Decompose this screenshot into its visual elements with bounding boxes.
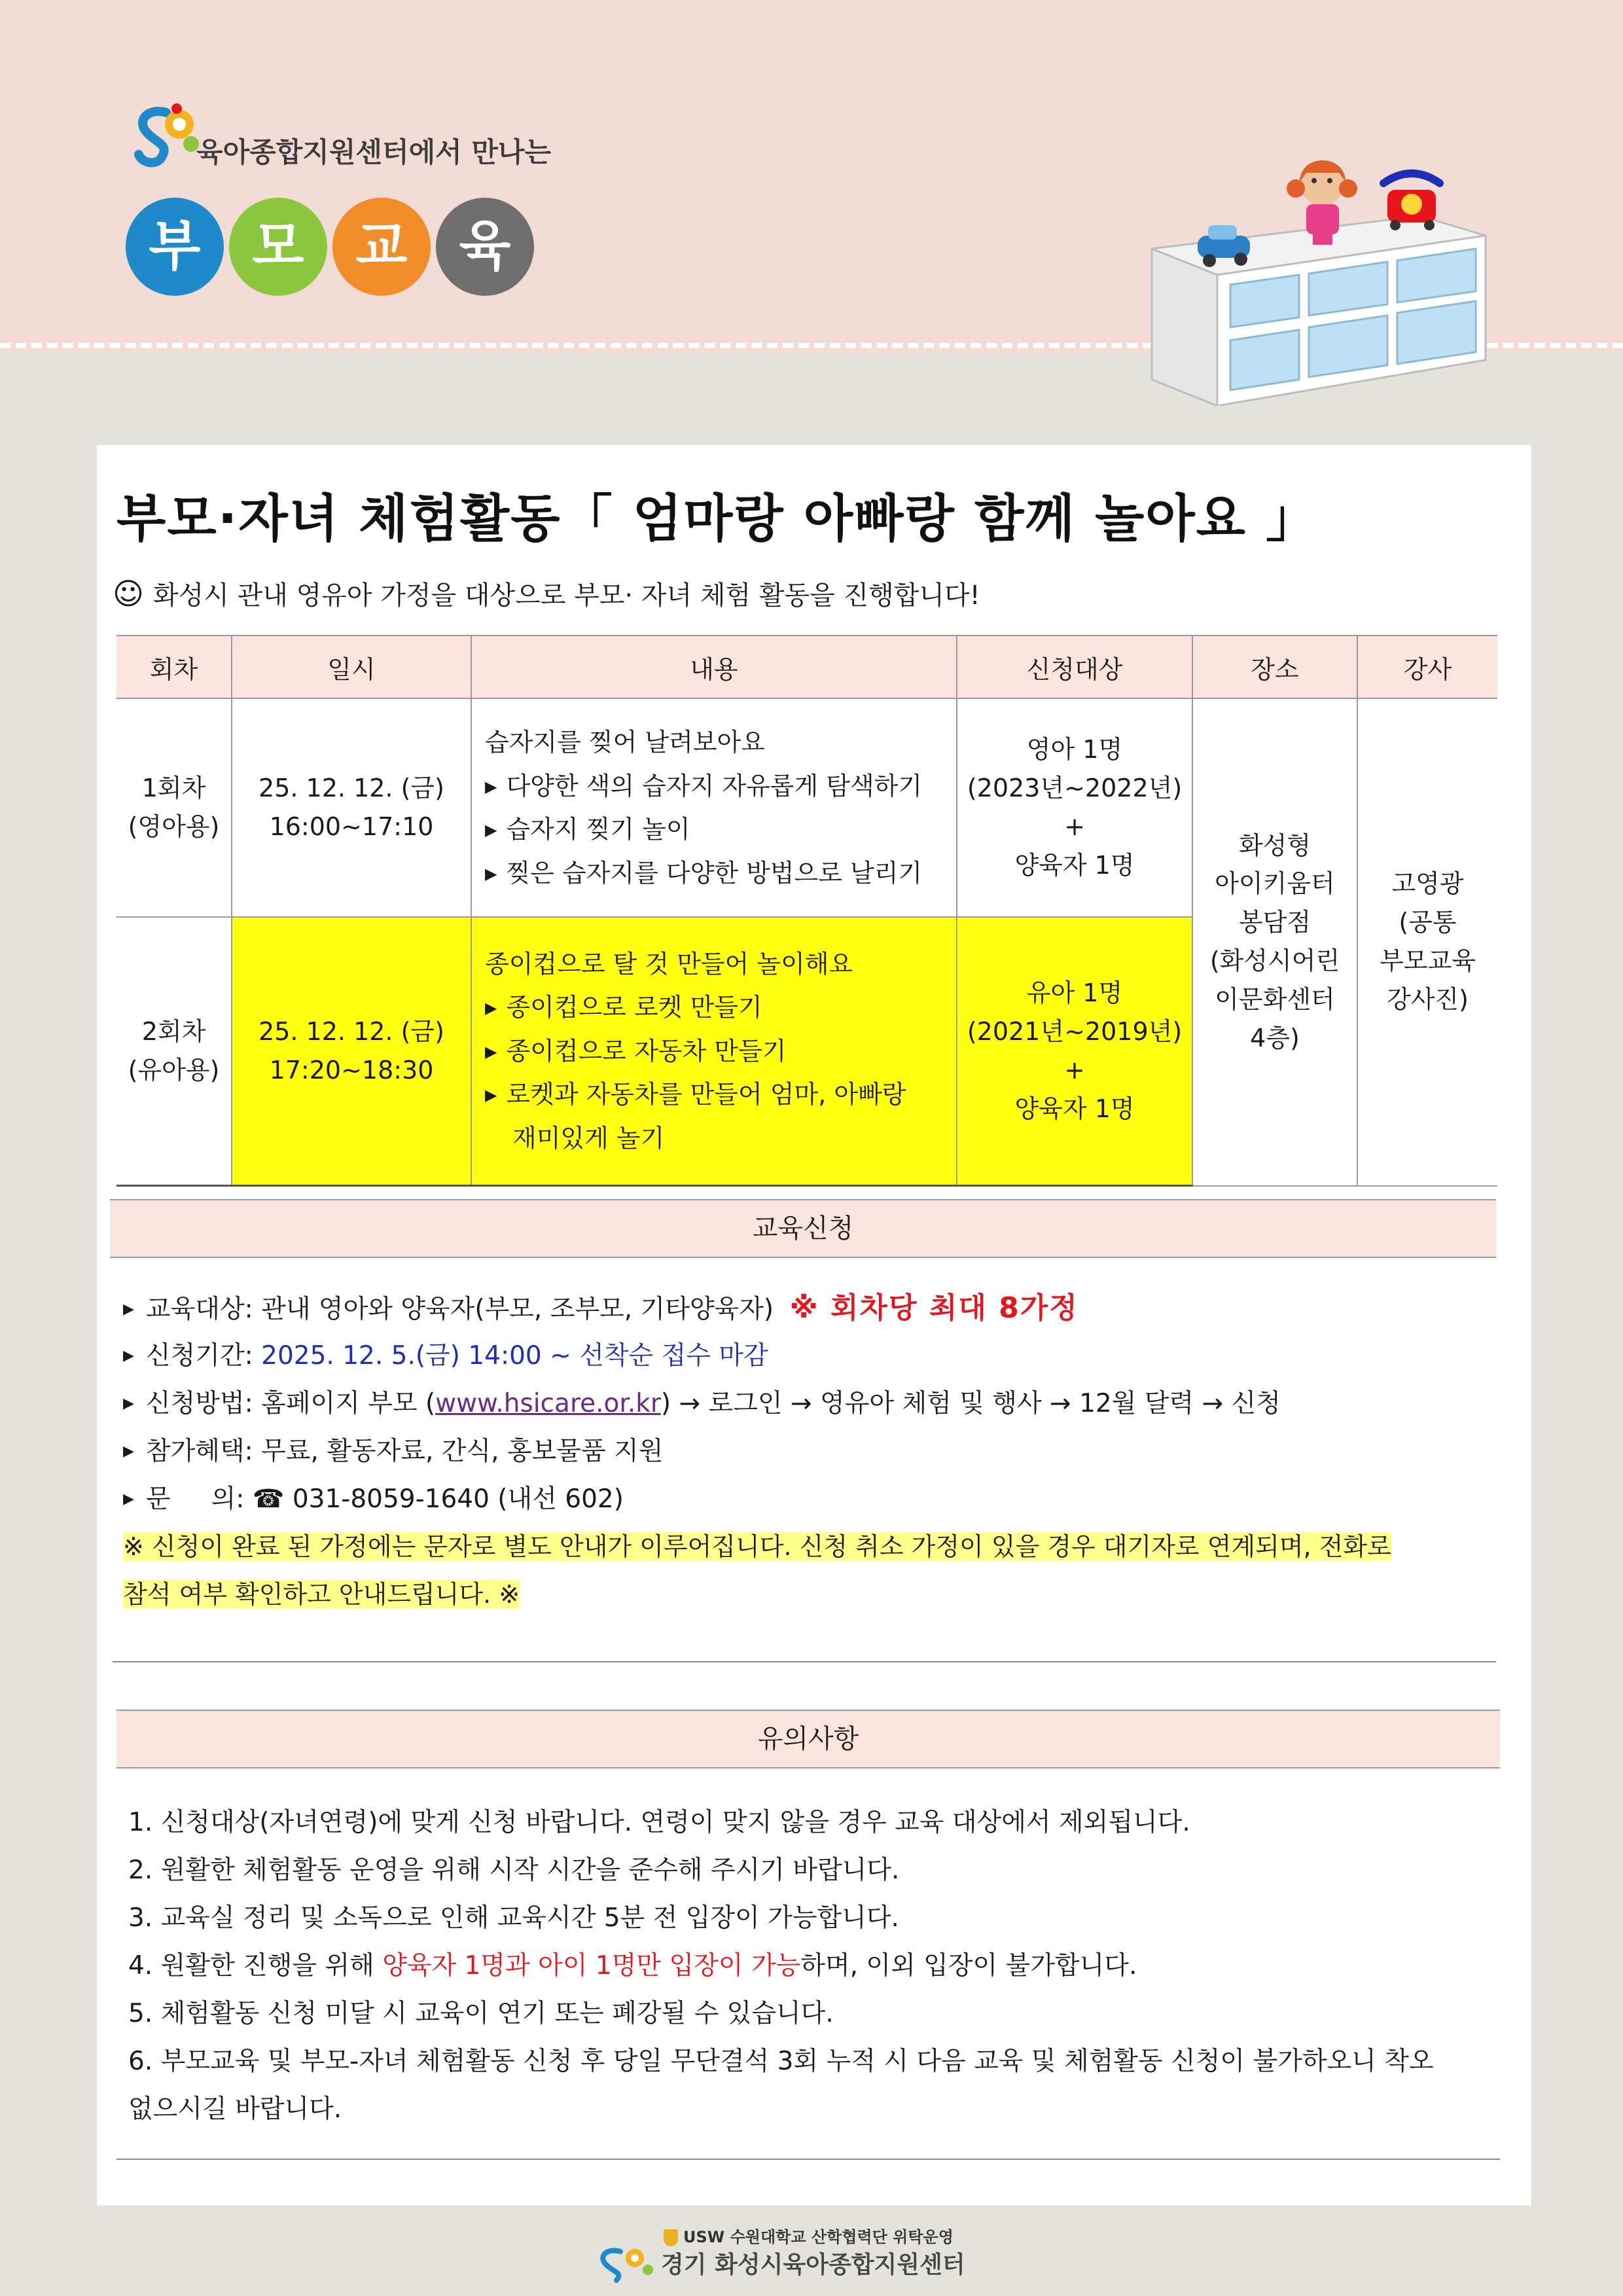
notice-item: 6. 부모교육 및 부모-자녀 체험활동 신청 후 당일 무단결석 3회 누적 시 다음 교육 및 체험활동 신청이 불가하오니 착오 없으시길 바랍니다.: [128, 2047, 1434, 2124]
apply-note: ※ 신청이 완료 된 가정에는 문자로 별도 안내가 이루어집니다. 신청 취소 가정이 있을 경우 대기자로 연계되며, 전화로 참석 여부 확인하고 안내드립니다. ※: [123, 1532, 1391, 1609]
header-band: [0, 0, 1623, 353]
intro-line: [113, 575, 980, 612]
max-family-note: ※ 회차당 최대 8가정: [789, 1291, 1079, 1325]
center-logo-icon: [128, 98, 200, 170]
col-header-datetime: 일시: [232, 636, 471, 698]
title-circle-gyo: 교: [332, 198, 431, 296]
content-item: ▶ 종이컵으로 로켓 만들기: [485, 986, 943, 1030]
contact-number: 031-8059-1640 (내선 602): [292, 1484, 624, 1514]
notice-section-heading: 유의사항: [116, 1710, 1500, 1768]
footer-center-name: 경기 화성시육아종합지원센터: [661, 2251, 965, 2278]
content-title: 종이컵으로 탈 것 만들어 놀이해요: [485, 949, 853, 978]
bullet-triangle-icon: ▶: [123, 1443, 134, 1460]
col-header-content: 내용: [471, 636, 957, 698]
notice-item: 1. 신청대상(자녀연령)에 맞게 신청 바랍니다. 연령이 맞지 않을 경우 교육 대상에서 제외됩니다.: [128, 1808, 1190, 1837]
list-item: ▶ 참가혜택: 무료, 활동자료, 간식, 홍보물품 지원: [123, 1437, 664, 1466]
apply-list: [123, 1284, 1510, 1619]
notice-item: 2. 원활한 체험활동 운영을 위해 시작 시간을 준수해 주시기 바랍니다.: [128, 1856, 900, 1885]
instructor-cell: 고영광 (공통 부모교육 강사진): [1357, 698, 1497, 1186]
bullet-triangle-icon: ▶: [123, 1491, 134, 1507]
bullet-triangle-icon: ▶: [123, 1348, 134, 1364]
intro-text: 화성시 관내 영유아 가정을 대상으로 부모· 자녀 체험 활동을 진행합니다!: [152, 581, 980, 611]
title-circle-bu: 부: [126, 198, 224, 296]
list-item: ▶ 문 의: ☎ 031-8059-1640 (내선 602): [123, 1484, 624, 1514]
content-cell: [471, 917, 957, 1186]
header-subtitle: 육아종합지원센터에서 만나는: [196, 136, 552, 168]
col-header-place: 장소: [1192, 636, 1357, 698]
list-item: ▶ 신청방법: 홈페이지 부모 (www.hsicare.or.kr) → 로그인 → 영유아 체험 및 행사 → 12월 달력 → 신청: [123, 1389, 1281, 1418]
title-circle-yuk: 육: [436, 198, 534, 296]
content-cell: [471, 698, 957, 917]
list-item: ▶ 교육대상: 관내 영아와 양육자(부모, 조부모, 기타양육자) ※ 회차당 최대 8가정: [123, 1291, 1079, 1325]
bullet-triangle-icon: ▶: [123, 1395, 134, 1412]
smile-icon: ☺: [113, 576, 144, 611]
usw-shield-icon: [664, 2229, 678, 2246]
table-header-row: [116, 636, 1497, 698]
content-item: ▶ 다양한 색의 습자지 자유롭게 탐색하기: [485, 764, 943, 808]
content-item: ▶ 로켓과 자동차를 만들어 엄마, 아빠랑 재미있게 놀기: [485, 1073, 943, 1160]
notice-item: 3. 교육실 정리 및 소독으로 인해 교육시간 5분 전 입장이 가능합니다.: [128, 1903, 899, 1933]
content-item: ▶ 습자지 찢기 놀이: [485, 808, 943, 852]
target-cell: 영아 1명 (2023년~2022년) + 양육자 1명: [957, 698, 1192, 917]
content-title: 습자지를 찢어 날려보아요: [485, 728, 765, 757]
round-cell: 2회차 (유아용): [116, 917, 232, 1186]
divider: [113, 1661, 1496, 1662]
place-cell: 화성형 아이키움터 봉담점 (화성시어린 이문화센터 4층): [1192, 698, 1357, 1186]
col-header-target: 신청대상: [957, 636, 1192, 698]
datetime-cell: 25. 12. 12. (금) 16:00~17:10: [232, 698, 471, 917]
col-header-instructor: 강사: [1357, 636, 1497, 698]
content-item: ▶ 찢은 습자지를 다양한 방법으로 날리기: [485, 852, 943, 895]
apply-period: 2025. 12. 5.(금) 14:00 ~ 선착순 접수 마감: [261, 1341, 768, 1371]
title-circle-mo: 모: [229, 198, 327, 296]
entry-limit-highlight: 양육자 1명과 아이 1명만 입장이 가능: [382, 1951, 801, 1981]
phone-icon: ☎: [252, 1484, 285, 1514]
apply-section-heading: 교육신청: [110, 1199, 1496, 1258]
homepage-link[interactable]: www.hsicare.or.kr: [435, 1389, 661, 1418]
footer-center-logo-icon: [594, 2244, 657, 2283]
notice-item: 4. 원활한 진행을 위해 양육자 1명과 아이 1명만 입장이 가능하며, 이외 입장이 불가합니다.: [128, 1951, 1137, 1981]
notice-list: [128, 1799, 1503, 2133]
target-cell: 유아 1명 (2021년~2019년) + 양육자 1명: [957, 917, 1192, 1186]
col-header-round: 회차: [116, 636, 232, 698]
content-card: [97, 445, 1531, 2206]
bullet-triangle-icon: ▶: [123, 1301, 134, 1318]
page-title: 부모·자녀 체험활동「 엄마랑 아빠랑 함께 놀아요 」: [116, 490, 1319, 548]
schedule-table: [116, 635, 1497, 1187]
list-item: ▶ 신청기간: 2025. 12. 5.(금) 14:00 ~ 선착순 접수 마감: [123, 1341, 768, 1371]
content-item: ▶ 종이컵으로 자동차 만들기: [485, 1030, 943, 1073]
notice-item: 5. 체험활동 신청 미달 시 교육이 연기 또는 폐강될 수 있습니다.: [128, 1999, 834, 2028]
toy-shelf-illustration: [1139, 144, 1505, 406]
footer-operator: USW 수원대학교 산학협력단 위탁운영: [664, 2224, 954, 2247]
datetime-cell: 25. 12. 12. (금) 17:20~18:30: [232, 917, 471, 1186]
round-cell: 1회차 (영아용): [116, 698, 232, 917]
divider: [116, 2159, 1500, 2160]
table-row: [116, 698, 1497, 917]
